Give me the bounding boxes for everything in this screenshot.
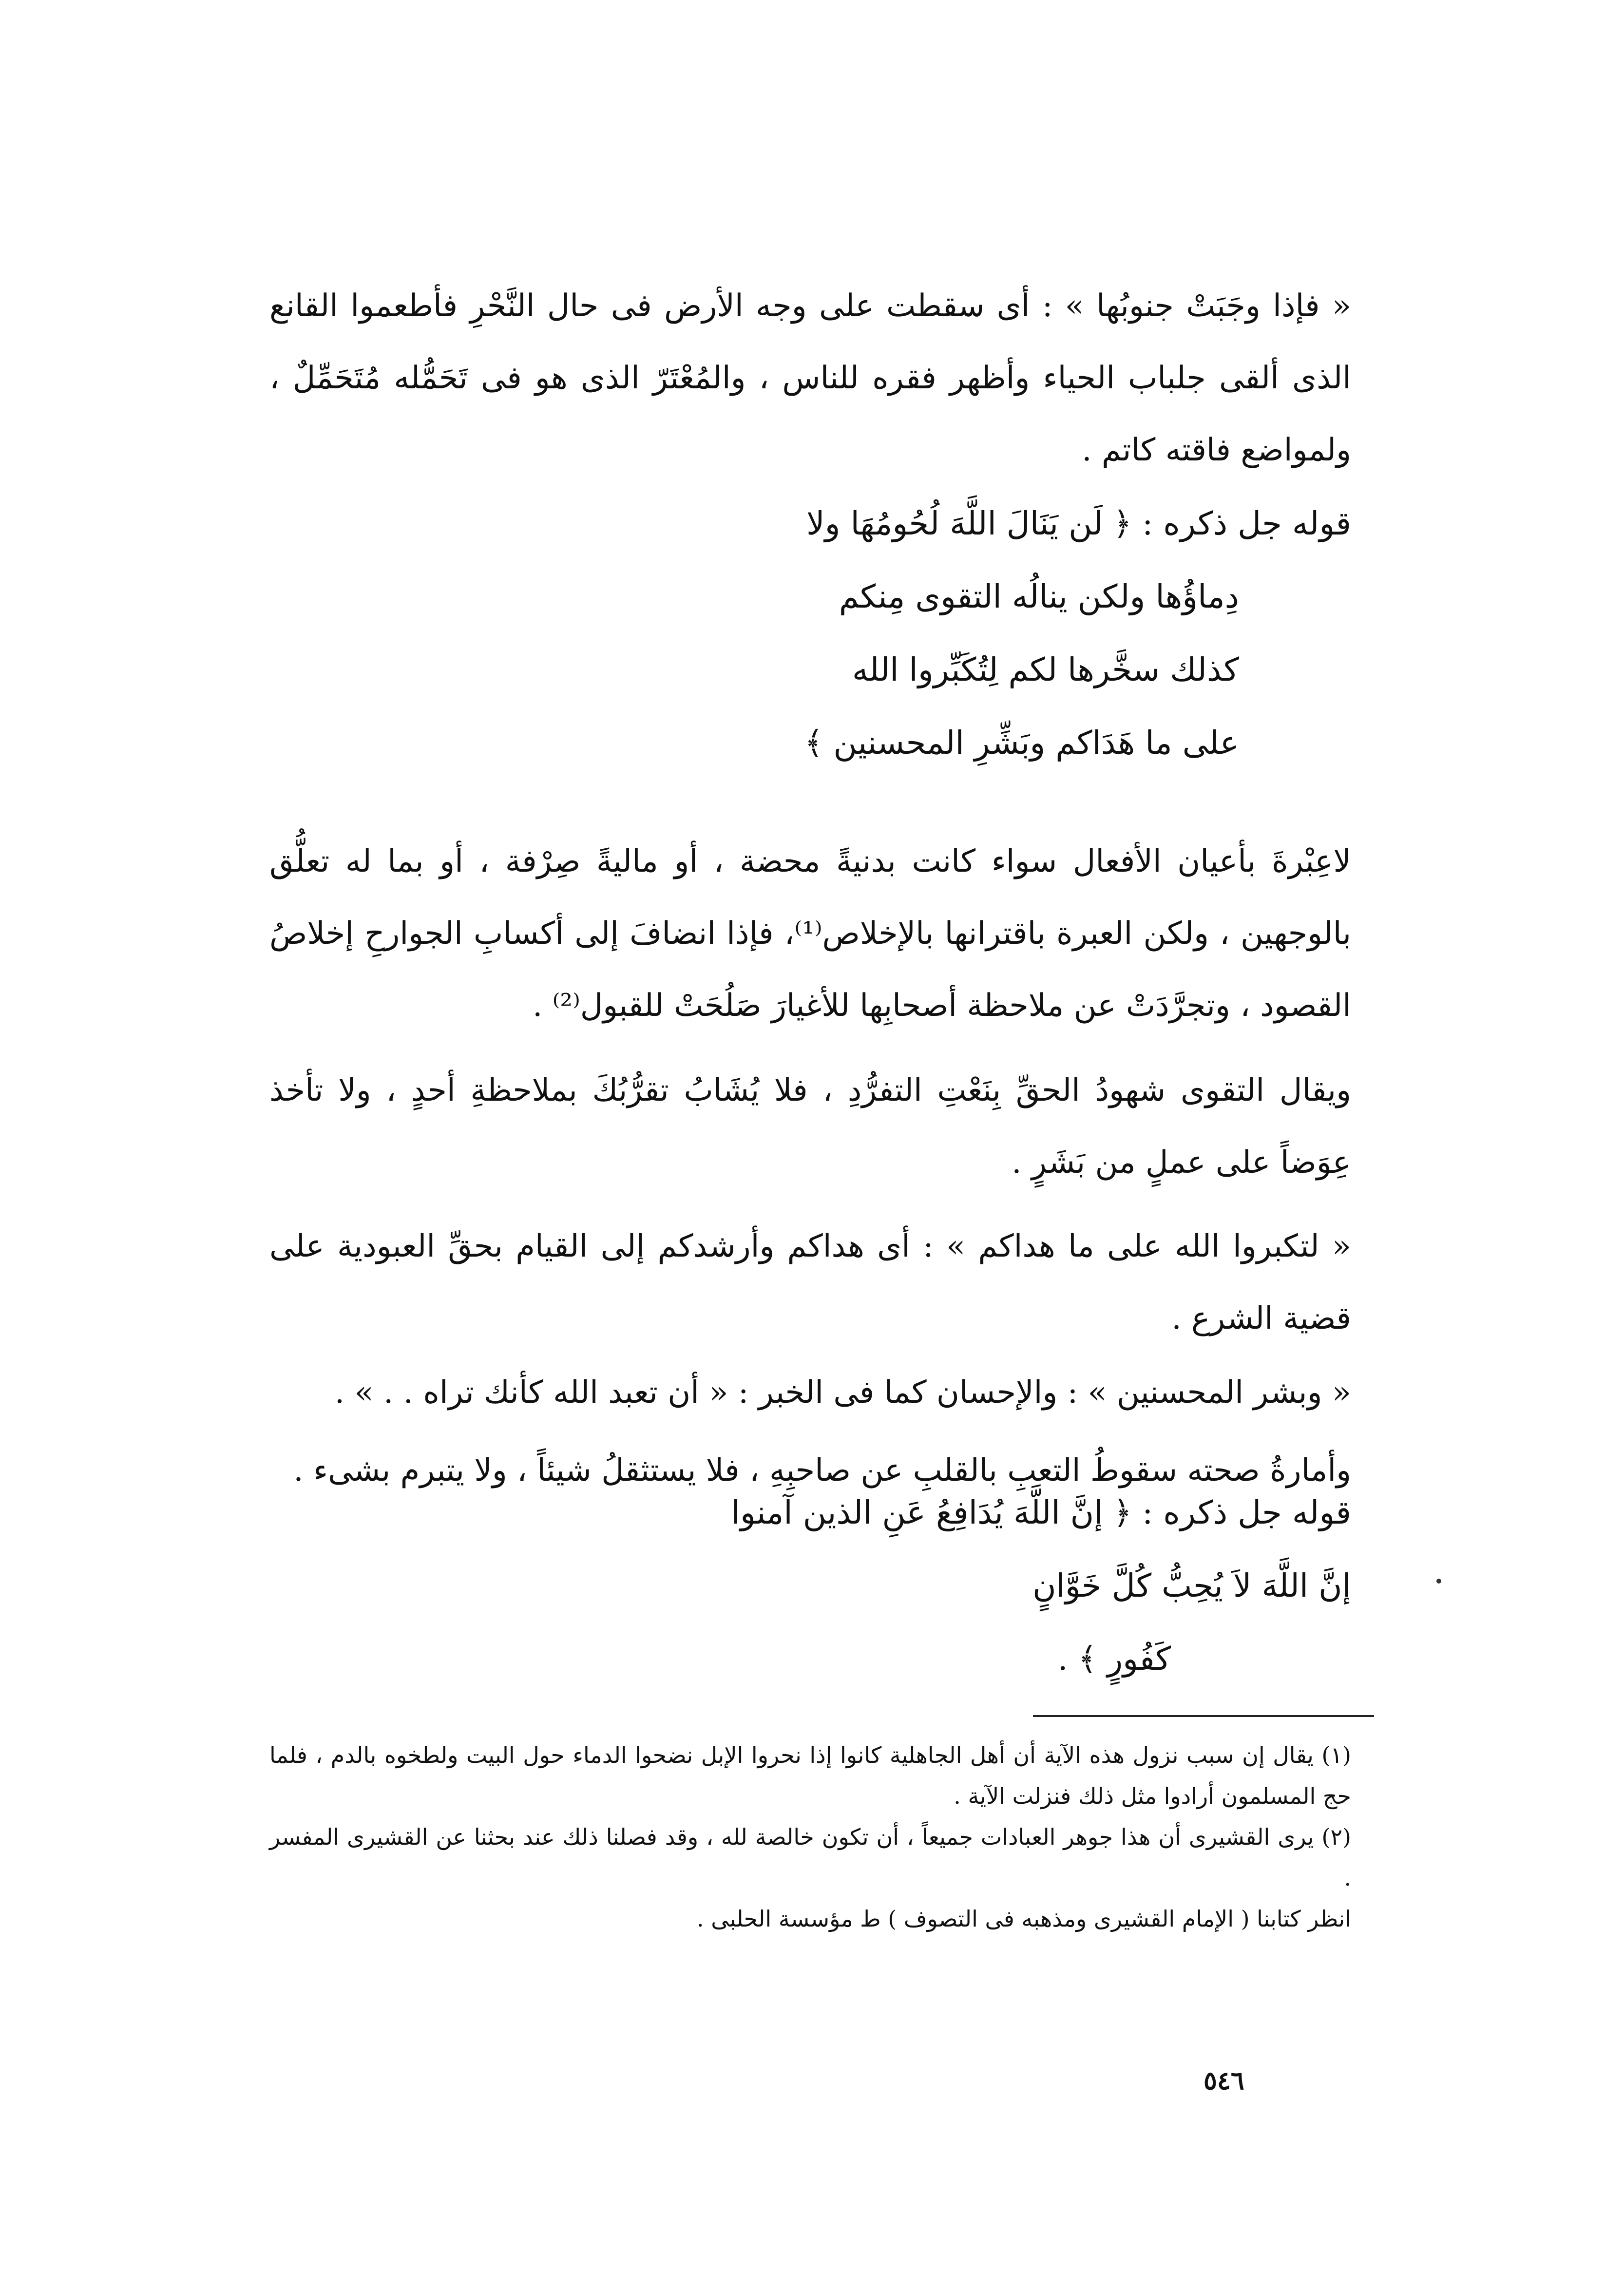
quran-verse-block-1 xyxy=(804,487,1351,780)
footnotes-section xyxy=(269,1735,1351,1939)
footnote-1: (١) يقال إن سبب نزول هذه الآية أن أهل الجاهلية كانوا إذا نحروا الإبل نضحوا الدماء حول البيت ولطخوه بالدم ، فلما حج المسلمون أرادوا مثل ذلك فنزلت الآية . xyxy=(269,1742,1351,1809)
quran-verse-line: على ما هَدَاكم وبَشِّرِ المحسنين ﴾ xyxy=(804,724,1239,762)
quran-verse-line: كَفُورٍ ﴾ . xyxy=(1057,1640,1171,1678)
page-number: ٥٤٦ xyxy=(1204,2066,1244,2096)
quran-verse-line: دِماؤُها ولكن ينالُه التقوى مِنكم xyxy=(839,578,1239,615)
footnote-2: (٢) يرى القشيرى أن هذا جوهر العبادات جميعاً ، أن تكون خالصة لله ، وقد فصلنا ذلك عند بحثنا عن القشيرى المفسر . xyxy=(269,1824,1351,1891)
commentary-paragraph-1: « فإذا وجَبَتْ جنوبُها » : أى سقطت على وجه الأرض فى حال النَّحْرِ فأطعموا القانع الذى ألقى جلباب الحياء وأظهر فقره للناس ، والمُعْتَرّ الذى هو فى تَحَمُّله مُتَحَمِّلٌ ، ولمواضع فاقته كاتم . xyxy=(269,288,1352,468)
print-speck xyxy=(1436,1579,1441,1584)
commentary-paragraph-3: ويقال التقوى شهودُ الحقِّ بِنَعْتِ التفرُّدِ ، فلا يُشَابُ تقرُّبُكَ بملاحظةِ أحدٍ ، ولا تأخذ عِوَضاً على عملٍ من بَشَرٍ . xyxy=(269,1072,1351,1181)
quran-verse-line: إنَّ اللَّهَ لاَ يُحِبُّ كُلَّ خَوَّانٍ xyxy=(1032,1567,1351,1604)
quran-verse-line: قوله جل ذكره : ﴿ إنَّ اللَّهَ يُدَافِعُ عَنِ الذين آمنوا xyxy=(731,1494,1351,1531)
commentary-paragraph-6: وأمارةُ صحته سقوطُ التعبِ بالقلبِ عن صاحبِهِ ، فلا يستثقلُ شيئاً ، ولا يتبرم بشىء . xyxy=(293,1452,1351,1489)
footnote-divider xyxy=(1033,1715,1374,1717)
commentary-paragraph-2: لاعِبْرةَ بأعيان الأفعال سواء كانت بدنيةً محضة ، أو ماليةً صِرْفة ، أو بما له تعلُّق بالوجهين ، ولكن العبرة باقترانها بالإخلاص⁽¹⁾، فإذا انضافَ إلى أكسابِ الجوارحِ إخلاصُ القصود ، وتجرَّدَتْ عن ملاحظة أصحابِها للأغيارَ صَلُحَتْ للقبول⁽²⁾ . xyxy=(269,843,1352,1024)
quran-verse-block-2 xyxy=(731,1476,1351,1696)
quran-verse-line: قوله جل ذكره : ﴿ لَن يَنَالَ اللَّهَ لُحُومُهَا ولا xyxy=(806,505,1351,542)
commentary-paragraph-4: « لتكبروا الله على ما هداكم » : أى هداكم وأرشدكم إلى القيام بحقِّ العبودية على قضية الشرع . xyxy=(269,1228,1352,1336)
footnote-2-continuation: انظر كتابنا ( الإمام القشيرى ومذهبه فى التصوف ) ط مؤسسة الحلبى . xyxy=(697,1906,1351,1932)
commentary-paragraph-5: « وبشر المحسنين » : والإحسان كما فى الخبر : « أن تعبد الله كأنك تراه . . » . xyxy=(334,1375,1351,1411)
quran-verse-line: كذلك سخَّرها لكم لِتُكَبِّروا الله xyxy=(852,651,1239,688)
